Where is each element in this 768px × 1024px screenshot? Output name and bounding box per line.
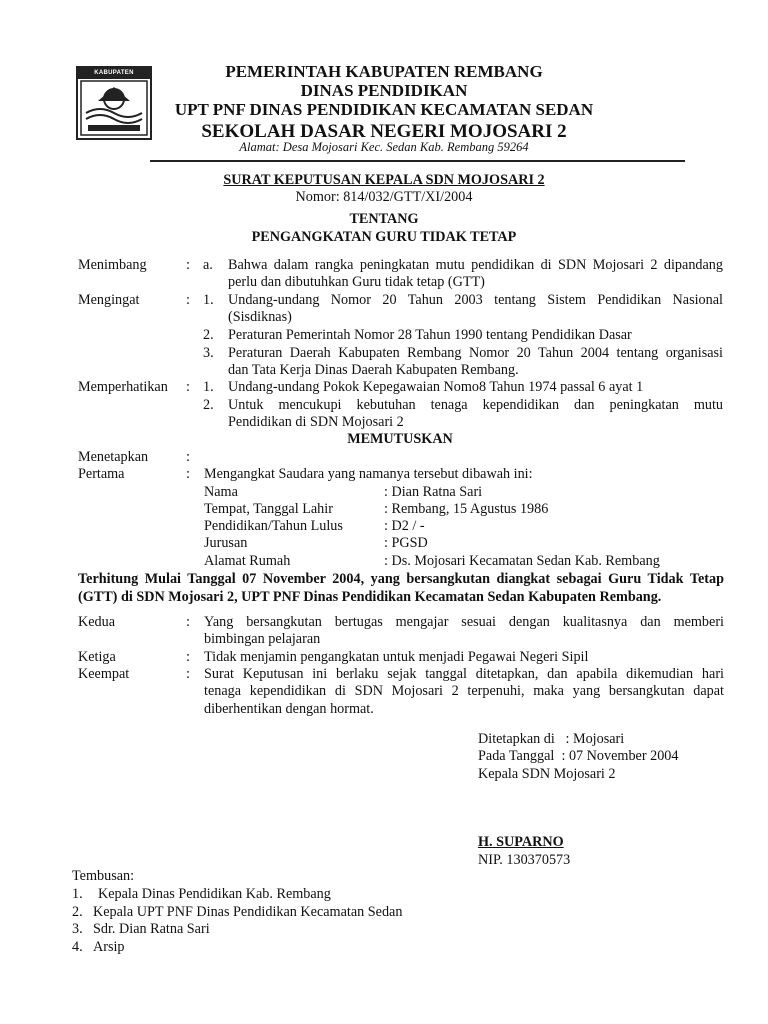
list-number: 2. <box>72 904 83 920</box>
memperhatikan-label: Memperhatikan <box>78 379 168 395</box>
field-major-value: : PGSD <box>384 535 428 551</box>
signature-date: Pada Tanggal : 07 November 2004 <box>478 748 679 764</box>
tembusan-item: Kepala UPT PNF Dinas Pendidikan Kecamatan Sedan <box>93 904 403 920</box>
kedua-text-cont: bimbingan pelajaran <box>204 631 321 647</box>
list-number: 3. <box>72 921 83 937</box>
keempat-label: Keempat <box>78 666 130 682</box>
tembusan-item: Kepala Dinas Pendidikan Kab. Rembang <box>98 886 331 902</box>
signatory-name: H. SUPARNO <box>478 834 564 850</box>
item-number: 1. <box>203 292 214 308</box>
tembusan-item: Sdr. Dian Ratna Sari <box>93 921 210 937</box>
terhitung-statement-cont: (GTT) di SDN Mojosari 2, UPT PNF Dinas Pendidikan Kecamatan Sedan Kabupaten Rembang. <box>78 589 662 605</box>
keempat-text: Surat Keputusan ini berlaku sejak tanggal ditetapkan, dan apabila dikemudian hari <box>204 666 724 682</box>
item-number: 1. <box>203 379 214 395</box>
menimbang-label: Menimbang <box>78 257 147 273</box>
item-number: 2. <box>203 327 214 343</box>
memutuskan-heading: MEMUTUSKAN <box>347 431 453 447</box>
signature-position: Kepala SDN Mojosari 2 <box>478 766 616 782</box>
letterhead-school: SEKOLAH DASAR NEGERI MOJOSARI 2 <box>201 121 567 142</box>
field-name-label: Nama <box>204 484 238 500</box>
header-divider <box>150 160 685 162</box>
list-number: 1. <box>72 886 83 902</box>
separator: : <box>186 466 190 482</box>
decree-number: Nomor: 814/032/GTT/XI/2004 <box>295 189 473 205</box>
separator: : <box>186 257 190 273</box>
tembusan-item: Arsip <box>93 939 125 955</box>
menetapkan-label: Menetapkan <box>78 449 149 465</box>
memperhatikan-item-1: Undang-undang Pokok Kepegawaian Nomo8 Tahun 1974 passal 6 ayat 1 <box>228 379 644 395</box>
letterhead-department: DINAS PENDIDIKAN <box>300 81 468 100</box>
menimbang-text-cont: perlu dan dibutuhkan Guru tidak tetap (GTT) <box>228 274 485 290</box>
decree-tentang: TENTANG <box>349 211 419 227</box>
memperhatikan-item-2: Untuk mencukupi kebutuhan tenaga kependidikan dan peningkatan mutu <box>228 397 723 413</box>
separator: : <box>186 379 190 395</box>
mengingat-label: Mengingat <box>78 292 140 308</box>
field-birth-value: : Rembang, 15 Agustus 1986 <box>384 501 549 517</box>
separator: : <box>186 666 190 682</box>
kedua-label: Kedua <box>78 614 116 630</box>
field-birth-label: Tempat, Tanggal Lahir <box>204 501 333 517</box>
separator: : <box>186 292 190 308</box>
tembusan-label: Tembusan: <box>72 868 135 884</box>
mengingat-item-3: Peraturan Daerah Kabupaten Rembang Nomor 20 Tahun 2004 tentang organisasi <box>228 345 723 361</box>
keempat-text-cont: tenaga kependidikan di SDN Mojosari 2 terpenuhi, maka yang bersangkutan dapat <box>204 683 724 699</box>
separator: : <box>186 614 190 630</box>
signature-place: Ditetapkan di : Mojosari <box>478 731 625 747</box>
keempat-text-end: diberhentikan dengan hormat. <box>204 701 374 717</box>
item-number: a. <box>203 257 213 273</box>
decree-heading: SURAT KEPUTUSAN KEPALA SDN MOJOSARI 2 <box>223 172 545 188</box>
separator: : <box>186 649 190 665</box>
pertama-intro: Mengangkat Saudara yang namanya tersebut dibawah ini: <box>204 466 533 482</box>
signatory-nip: NIP. 130370573 <box>478 852 571 868</box>
logo-text: KABUPATEN <box>78 68 150 79</box>
letterhead-unit: UPT PNF DINAS PENDIDIKAN KECAMATAN SEDAN <box>174 100 594 119</box>
field-address-label: Alamat Rumah <box>204 553 291 569</box>
list-number: 4. <box>72 939 83 955</box>
pertama-label: Pertama <box>78 466 125 482</box>
item-number: 3. <box>203 345 214 361</box>
field-education-label: Pendidikan/Tahun Lulus <box>204 518 343 534</box>
ketiga-text: Tidak menjamin pengangkatan untuk menjadi Pegawai Negeri Sipil <box>204 649 589 665</box>
mengingat-item-1: Undang-undang Nomor 20 Tahun 2003 tentang Sistem Pendidikan Nasional <box>228 292 723 308</box>
memperhatikan-item-2-cont: Pendidikan di SDN Mojosari 2 <box>228 414 404 430</box>
ketiga-label: Ketiga <box>78 649 116 665</box>
terhitung-statement: Terhitung Mulai Tanggal 07 November 2004, yang bersangkutan diangkat sebagai Guru Tidak Tetap <box>78 571 724 587</box>
kedua-text: Yang bersangkutan bertugas mengajar sesuai dengan kualitasnya dan memberi <box>204 614 724 630</box>
item-number: 2. <box>203 397 214 413</box>
letterhead-address: Alamat: Desa Mojosari Kec. Sedan Kab. Rembang 59264 <box>239 140 529 154</box>
separator: : <box>186 449 190 465</box>
field-major-label: Jurusan <box>204 535 248 551</box>
decree-subject: PENGANGKATAN GURU TIDAK TETAP <box>251 229 517 245</box>
letterhead-government: PEMERINTAH KABUPATEN REMBANG <box>225 62 543 81</box>
mengingat-item-1-cont: (Sisdiknas) <box>228 309 292 325</box>
menimbang-text: Bahwa dalam rangka peningkatan mutu pendidikan di SDN Mojosari 2 dipandang <box>228 257 723 273</box>
mengingat-item-2: Peraturan Pemerintah Nomor 28 Tahun 1990 tentang Pendidikan Dasar <box>228 327 632 343</box>
field-education-value: : D2 / - <box>384 518 425 534</box>
field-name-value: : Dian Ratna Sari <box>384 484 483 500</box>
mengingat-item-3-cont: dan Tata Kerja Dinas Daerah Kabupaten Rembang. <box>228 362 519 378</box>
field-address-value: : Ds. Mojosari Kecamatan Sedan Kab. Rembang <box>384 553 660 569</box>
